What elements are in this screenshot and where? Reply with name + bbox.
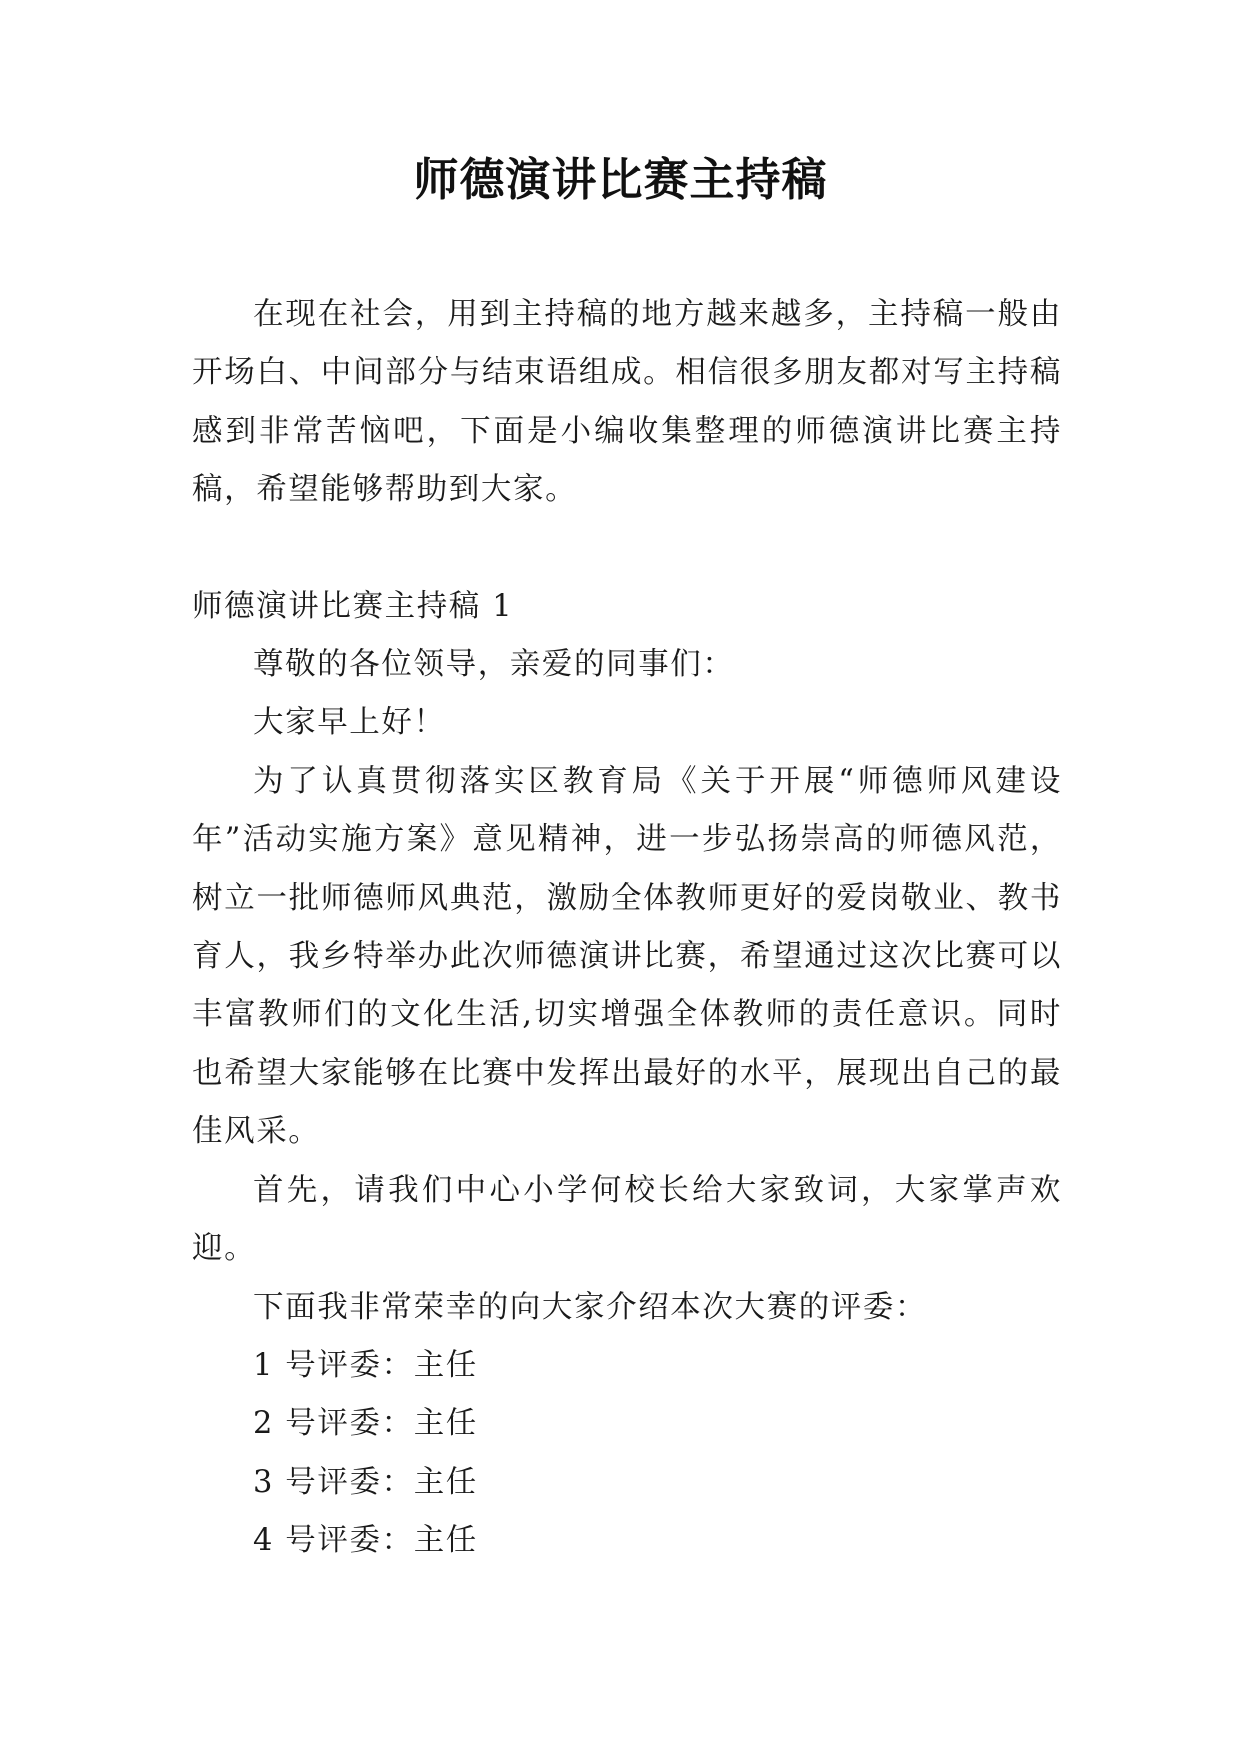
judge-line: 1 号评委：主任 — [253, 1347, 478, 1383]
judge-line: 4 号评委：主任 — [253, 1523, 478, 1559]
section-heading: 师德演讲比赛主持稿 1 — [192, 588, 514, 624]
salutation-paragraph: 尊敬的各位领导，亲爱的同事们： — [253, 647, 735, 683]
document-title: 师德演讲比赛主持稿 — [413, 153, 828, 206]
intro-paragraph: 在现在社会，用到主持稿的地方越来越多，主持稿一般由开场白、中间部分与结束语组成。相信很多朋友都对写主持稿感到非常苦恼吧，下面是小编收集整理的师德演讲比赛主持稿，希望能够帮助到大家。 — [192, 297, 1062, 508]
greeting-paragraph: 大家早上好！ — [253, 705, 446, 741]
welcome-paragraph: 首先，请我们中心小学何校长给大家致词，大家掌声欢迎。 — [192, 1172, 1062, 1267]
judge-line: 2 号评委：主任 — [253, 1406, 478, 1442]
judge-line: 3 号评委：主任 — [253, 1464, 478, 1500]
judges-intro-paragraph: 下面我非常荣幸的向大家介绍本次大赛的评委： — [253, 1289, 928, 1325]
document-body — [192, 286, 1062, 1571]
purpose-paragraph: 为了认真贯彻落实区教育局《关于开展“师德师风建设年”活动实施方案》意见精神，进一步弘扬崇高的师德风范，树立一批师德师风典范，激励全体教师更好的爱岗敬业、教书育人，我乡特举办此次师德演讲比赛，希望通过这次比赛可以丰富教师们的文化生活,切实增强全体教师的责任意识。同时也希望大家能够在比赛中发挥出最好的水平，展现出自己的最佳风采。 — [192, 763, 1062, 1150]
